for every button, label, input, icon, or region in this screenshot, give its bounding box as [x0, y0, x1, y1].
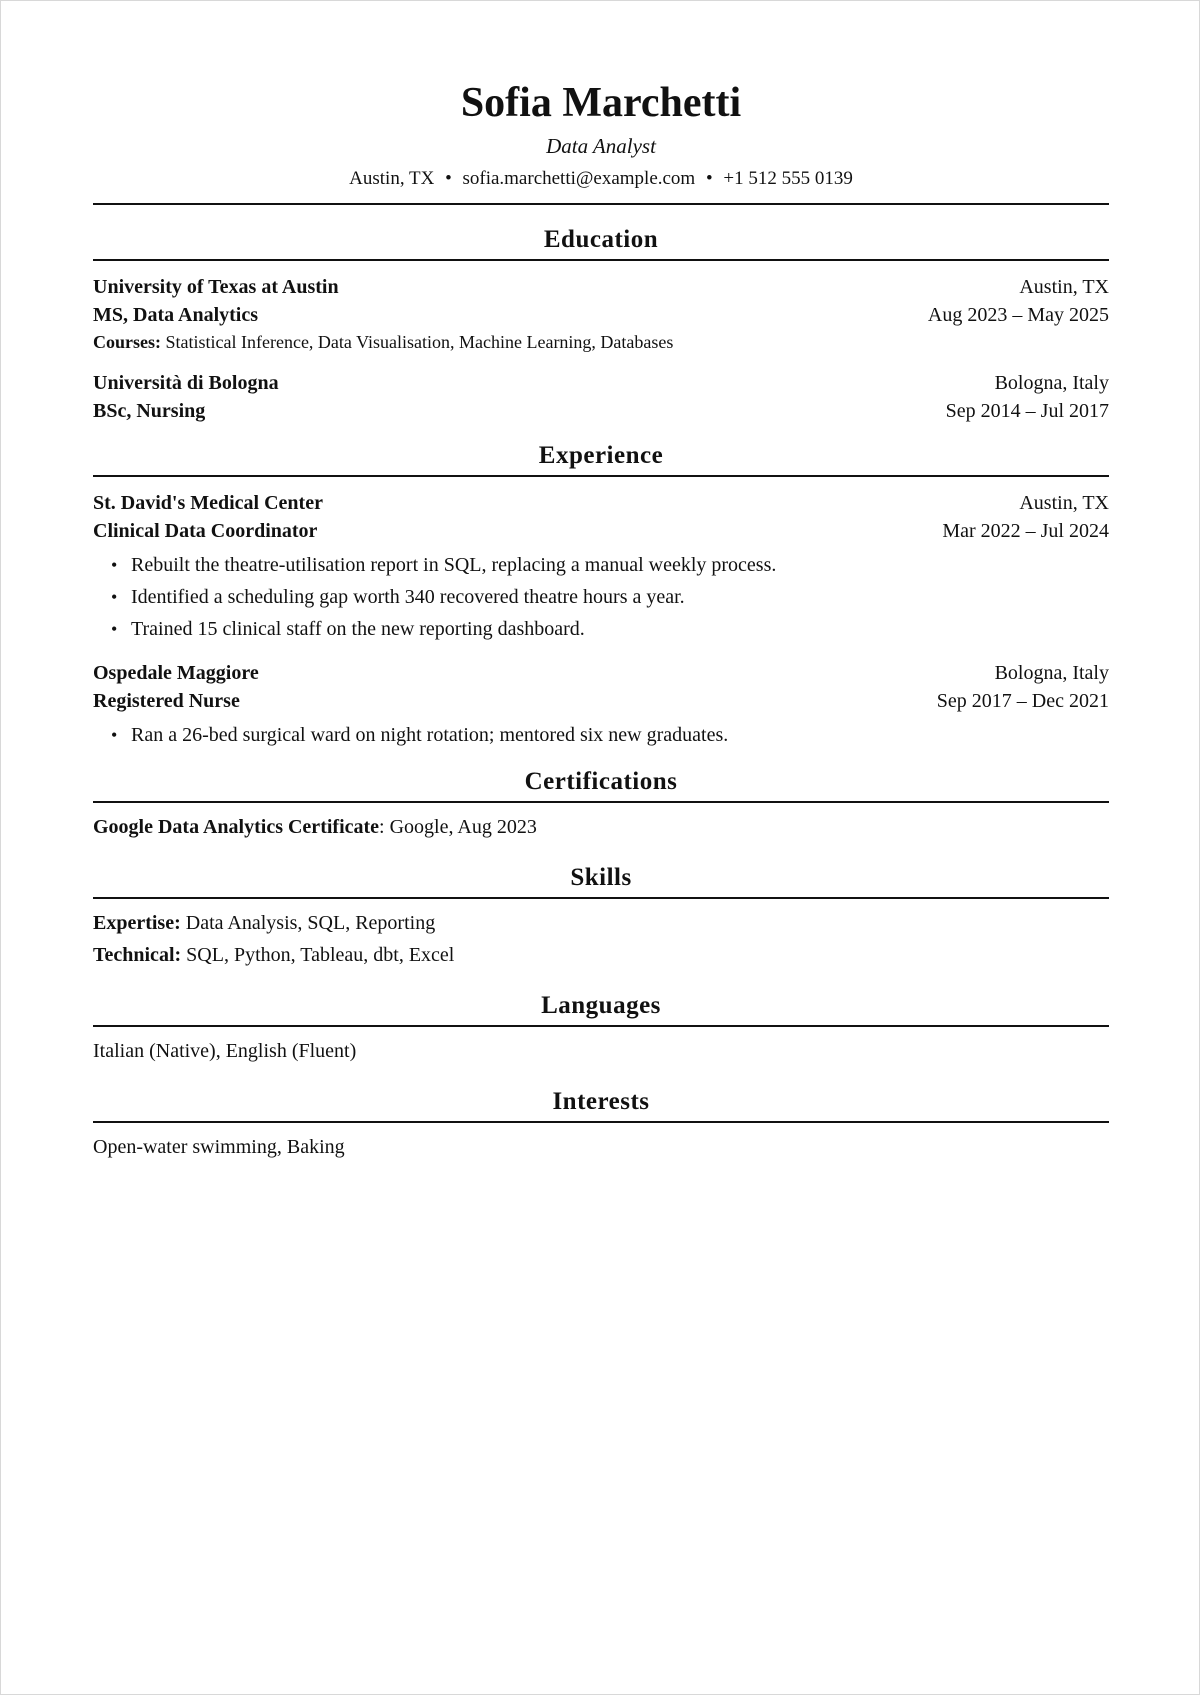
- section-heading-languages: Languages: [93, 989, 1109, 1027]
- education-courses: [93, 329, 1109, 355]
- experience-dates: Mar 2022 – Jul 2024: [942, 520, 1109, 542]
- experience-entry: [93, 659, 1109, 751]
- experience-entry: [93, 489, 1109, 645]
- interests-section: [93, 1123, 1109, 1163]
- resume-content: [93, 77, 1109, 1163]
- experience-bullets: [93, 549, 1109, 645]
- education-dates: Sep 2014 – Jul 2017: [945, 400, 1109, 422]
- experience-employer: St. David's Medical Center: [93, 492, 323, 514]
- experience-bullet: • Identified a scheduling gap worth 340 recovered theatre hours a year.: [131, 581, 1109, 613]
- contact-location: Austin, TX: [349, 168, 435, 189]
- section-heading-certifications: Certifications: [93, 765, 1109, 803]
- certification-item: [93, 811, 1109, 843]
- section-heading-interests: Interests: [93, 1085, 1109, 1123]
- education-institution: Università di Bologna: [93, 372, 279, 394]
- header-divider: [93, 203, 1109, 205]
- experience-bullet: • Trained 15 clinical staff on the new reporting dashboard.: [131, 613, 1109, 645]
- languages-text: Italian (Native), English (Fluent): [93, 1040, 357, 1062]
- experience-role: Registered Nurse: [93, 690, 240, 712]
- contact-email: sofia.marchetti@example.com: [462, 168, 696, 189]
- section-heading-experience: Experience: [93, 439, 1109, 477]
- experience-location: Austin, TX: [1019, 492, 1109, 514]
- experience-employer: Ospedale Maggiore: [93, 662, 259, 684]
- experience-dates: Sep 2017 – Dec 2021: [936, 690, 1109, 712]
- education-section: [93, 261, 1109, 425]
- certification-name: Google Data Analytics Certificate: [93, 816, 380, 838]
- skills-section: [93, 899, 1109, 971]
- skills-technical-value: SQL, Python, Tableau, dbt, Excel: [186, 944, 455, 966]
- education-degree: MS, Data Analytics: [93, 304, 258, 326]
- certifications-section: [93, 803, 1109, 843]
- experience-section: [93, 477, 1109, 751]
- candidate-title: Data Analyst: [546, 134, 656, 158]
- education-entry: [93, 273, 1109, 355]
- education-location: Austin, TX: [1019, 276, 1109, 298]
- experience-bullet: • Ran a 26-bed surgical ward on night rotation; mentored six new graduates.: [131, 719, 1109, 751]
- education-entry: [93, 369, 1109, 425]
- experience-bullets: [93, 719, 1109, 751]
- courses-list: Statistical Inference, Data Visualisation, Machine Learning, Databases: [165, 332, 674, 352]
- education-location: Bologna, Italy: [994, 372, 1109, 394]
- education-dates: Aug 2023 – May 2025: [927, 304, 1109, 326]
- contact-separator: •: [705, 168, 713, 189]
- education-degree: BSc, Nursing: [93, 400, 206, 422]
- contact-separator: •: [445, 168, 452, 189]
- certification-detail: : Google, Aug 2023: [379, 816, 537, 838]
- experience-bullet: • Rebuilt the theatre-utilisation report in SQL, replacing a manual weekly process.: [131, 549, 1109, 581]
- experience-role: Clinical Data Coordinator: [93, 520, 318, 542]
- skills-expertise-value: Data Analysis, SQL, Reporting: [185, 912, 436, 934]
- skills-technical-label: Technical:: [93, 944, 182, 966]
- courses-label: Courses:: [93, 332, 161, 352]
- section-heading-skills: Skills: [93, 861, 1109, 899]
- interests-text: Open-water swimming, Baking: [93, 1136, 345, 1158]
- skills-expertise: [93, 907, 1109, 939]
- education-institution: University of Texas at Austin: [93, 276, 339, 298]
- languages-section: [93, 1027, 1109, 1067]
- contact-phone: +1 512 555 0139: [723, 168, 853, 189]
- skills-technical: [93, 939, 1109, 971]
- experience-location: Bologna, Italy: [994, 662, 1109, 684]
- section-heading-education: Education: [93, 223, 1109, 261]
- skills-expertise-label: Expertise:: [93, 912, 181, 934]
- candidate-name: Sofia Marchetti: [460, 80, 742, 126]
- contact-line: [93, 165, 1109, 193]
